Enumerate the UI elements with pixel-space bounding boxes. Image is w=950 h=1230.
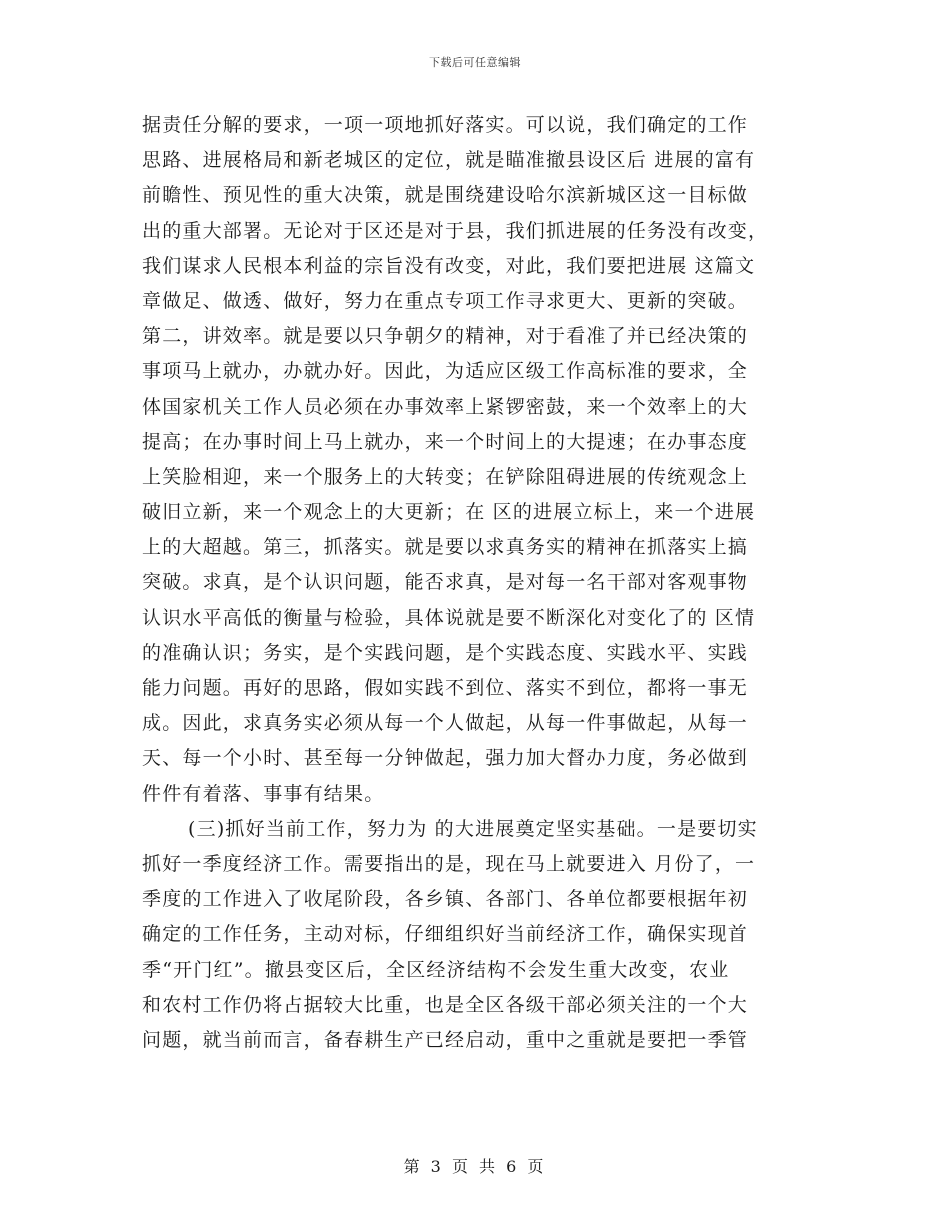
text-line: 事项马上就办，办就办好。因此，为适应区级工作高标准的要求，全 [142,360,749,383]
text-line: 第二，讲效率。就是要以只争朝夕的精神，对于看准了并已经决策的 [142,325,749,348]
text-line: 天、每一个小时、甚至每一分钟做起，强力加大督办力度，务必做到 [142,747,749,770]
text-line: 确定的工作任务，主动对标，仔细组织好当前经济工作，确保实现首 [142,923,749,946]
text-line: 突破。求真，是个认识问题，能否求真，是对每一名干部对客观事物 [142,571,749,594]
text-line: 上的大超越。第三，抓落实。就是要以求真务实的精神在抓落实上搞 [142,536,749,559]
text-line: 章做足、做透、做好，努力在重点专项工作寻求更大、更新的突破。 [142,289,749,312]
text-line: 体国家机关工作人员必须在办事效率上紧锣密鼓，来一个效率上的大 [142,395,749,418]
text-line: 季度的工作进入了收尾阶段，各乡镇、各部门、各单位都要根据年初 [142,888,749,911]
text-line: 抓好一季度经济工作。需要指出的是，现在马上就要进入 月份了，一 [142,852,756,875]
page-header: 下载后可任意编辑 [429,56,521,69]
text-line: 上笑脸相迎，来一个服务上的大转变；在铲除阻碍进展的传统观念上 [142,465,749,488]
text-line: 我们谋求人民根本利益的宗旨没有改变，对此，我们要把进展 这篇文 [142,254,756,277]
text-line: 认识水平高低的衡量与检验，具体说就是要不断深化对变化了的 区情 [142,606,756,629]
document-body [142,108,806,1058]
text-line: 提高；在办事时间上马上就办，来一个时间上的大提速；在办事态度 [142,430,749,453]
text-line: 破旧立新，来一个观念上的大更新；在 区的进展立标上，来一个进展 [142,501,756,524]
text-line: 季“开门红”。撤县变区后，全区经济结构不会发生重大改变，农业 [142,958,730,981]
paragraph-start-line: (三)抓好当前工作，努力为 的大进展奠定坚实基础。一是要切实 [188,817,758,840]
text-line: 出的重大部署。无论对于区还是对于县，我们抓进展的任务没有改变， [142,219,769,242]
text-line: 思路、进展格局和新老城区的定位，就是瞄准撤县设区后 进展的富有 [142,149,756,172]
text-line: 成。因此，求真务实必须从每一个人做起，从每一件事做起，从每一 [142,712,749,735]
text-line: 问题，就当前而言，备春耕生产已经启动，重中之重就是要把一季管 [142,1028,749,1051]
text-line: 前瞻性、预见性的重大决策，就是围绕建设哈尔滨新城区这一目标做 [142,184,749,207]
text-line: 能力问题。再好的思路，假如实践不到位、落实不到位，都将一事无 [142,677,749,699]
text-line: 的准确认识；务实，是个实践问题，是个实践态度、实践水平、实践 [142,641,749,664]
text-line: 件件有着落、事事有结果。 [142,782,385,805]
text-line: 和农村工作仍将占据较大比重，也是全区各级干部必须关注的一个大 [142,993,749,1016]
text-line: 据责任分解的要求，一项一项地抓好落实。可以说，我们确定的工作 [142,114,749,136]
page-number-footer: 第 3 页 共 6 页 [403,1157,547,1176]
